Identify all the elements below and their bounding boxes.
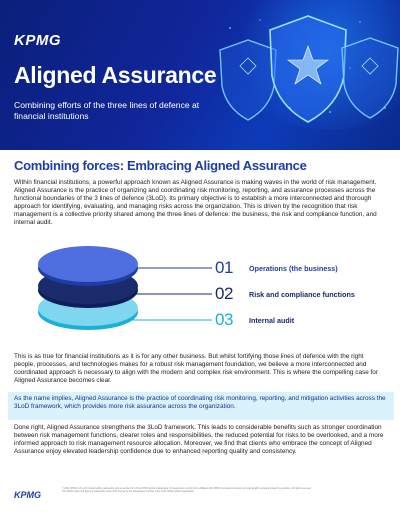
lod-item-1 xyxy=(215,259,338,277)
shield-icon xyxy=(342,38,398,118)
lod-label: Internal audit xyxy=(249,315,295,325)
lod-label: Risk and compliance functions xyxy=(249,289,355,299)
lod-number: 01 xyxy=(215,258,233,277)
kpmg-logo: KPMG xyxy=(14,32,61,49)
footer-legal-text: © 2024 KPMG LLP, a UK limited liability partnership and a member firm of the KPMG global organisation of independent member firms affiliated with KPMG International Limited, a private English company limited by guarantee. All rights reserved. The KPMG name and logo are trademarks used under license by the independent member firms of the KPMG global organisation. xyxy=(62,488,312,494)
footer-kpmg-logo: KPMG xyxy=(14,490,41,500)
shields-illustration xyxy=(200,8,400,128)
page-title: Aligned Assurance xyxy=(14,62,217,88)
intro-paragraph: Within financial institutions, a powerful approach known as Aligned Assurance is making waves in the world of risk management. Aligned Assurance is the practice of organizing and coordinating risk monitoring, reporting, and assurance processes across the functional boundaries of the 3 lines of defence (3LoD). Its primary objective is to establish a more interconnected and thorough approach for identifying, evaluating, and managing risks across the organization. This is driven by the recognition that risk management is a collective priority shared among the three lines of defence: the business, the risk and compliance function, and internal audit. xyxy=(14,179,377,227)
third-paragraph: Done right, Aligned Assurance strengthens the 3LoD framework. This leads to considerable benefits such as stronger coordination between risk management functions, clearer roles and responsibilities, the reduced potential for risks to be overlooked, and a more informed approach to risk management resource allocation. Moreover, we find that clients who embrace the concept of Aligned Assurance enjoy elevated leadership confidence due to enhanced reporting quality and consistency. xyxy=(14,424,384,456)
callout-text: As the name implies, Aligned Assurance is the practice of coordinating risk monitoring, reporting, and mitigation activities across the 3LoD framework, which provides more risk assurance across the organization. xyxy=(14,395,386,411)
second-paragraph: This is as true for financial institutions as it is for any other business. But whilst fortifying those lines of defence with the right people, processes, and technologies makes for a robust risk management foundation, we believe a more interconnected and coordinated approach is necessary to align with the modern and complex risk environment. This is where the compelling case for Aligned Assurance becomes clear. xyxy=(14,353,378,385)
lod-number: 03 xyxy=(215,310,233,329)
lod-item-2 xyxy=(215,285,355,303)
shield-icon xyxy=(270,16,346,122)
section-title: Combining forces: Embracing Aligned Assurance xyxy=(14,158,307,173)
lod-number: 02 xyxy=(215,284,233,303)
hero-banner xyxy=(0,0,400,150)
page-subtitle: Combining efforts of the three lines of defence at financial institutions xyxy=(14,100,200,121)
lod-item-3 xyxy=(215,311,294,329)
lod-label: Operations (the business) xyxy=(249,263,338,273)
